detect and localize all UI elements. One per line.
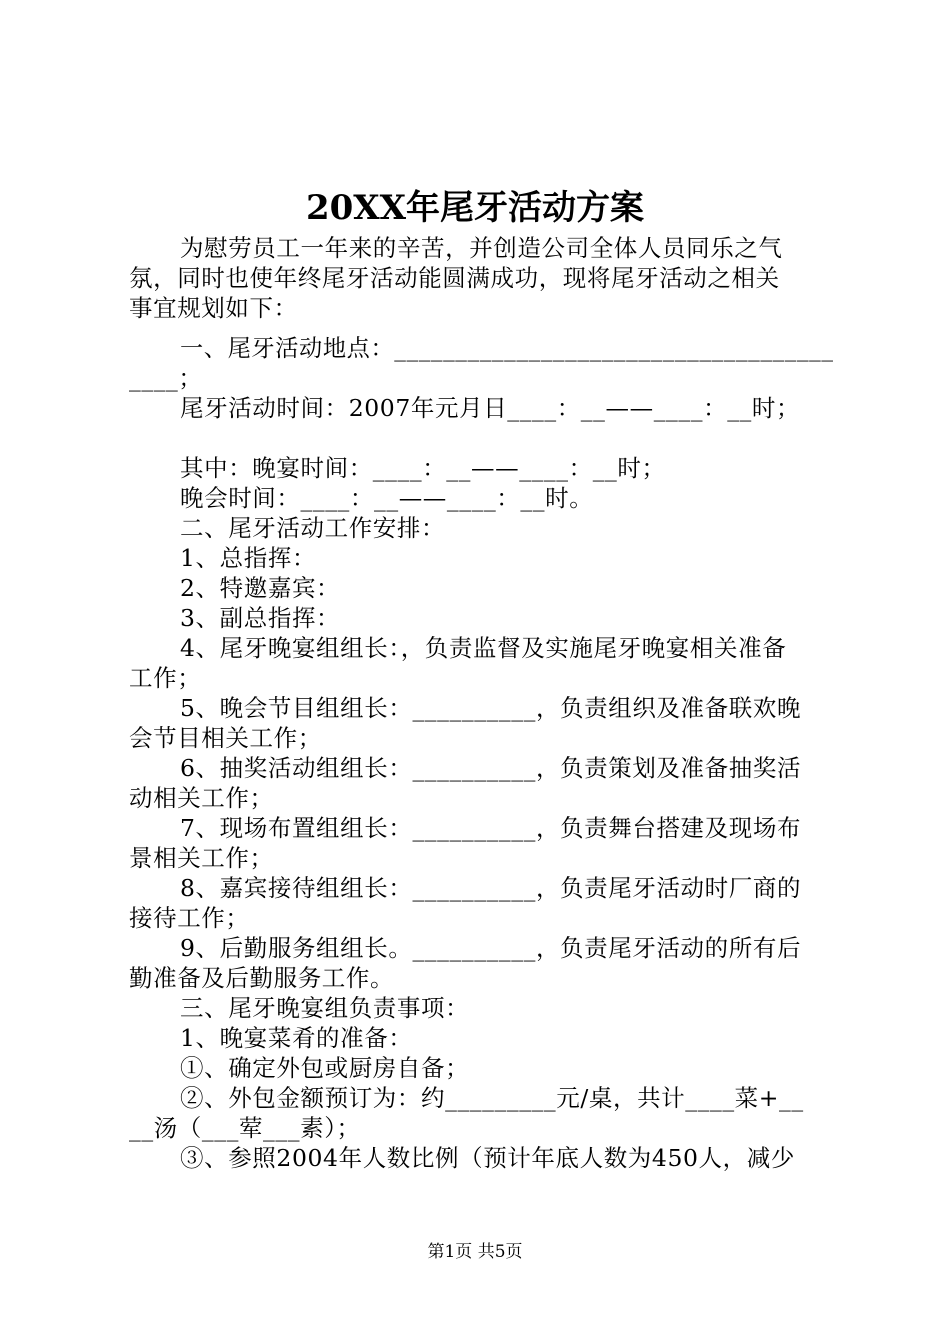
paragraph-line: 事宜规划如下： (129, 294, 298, 322)
list-item-continuation: __汤（___荤___素）； (129, 1114, 361, 1142)
list-item-continuation: 接待工作； (129, 904, 250, 932)
list-item: 2、特邀嘉宾： (180, 574, 341, 602)
list-item-continuation: 会节目相关工作； (129, 724, 322, 752)
page-footer: 第1页 共5页 (427, 1242, 523, 1262)
list-item: 9、后勤服务组组长。__________，负责尾牙活动的所有后 (180, 934, 802, 962)
list-item-continuation: 动相关工作； (129, 784, 274, 812)
document-title: 20XX年尾牙活动方案 (305, 188, 645, 228)
list-item: ②、外包金额预订为：约_________元/桌，共计____菜+__ (180, 1084, 804, 1112)
paragraph-line: ____； (129, 364, 203, 392)
list-item: 5、晚会节目组组长：__________，负责组织及准备联欢晚 (180, 694, 802, 722)
list-item: 1、总指挥： (180, 544, 317, 572)
paragraph-line: 尾牙活动时间：2007年元月日____：__——____：__时； (180, 394, 801, 422)
section-heading: 二、尾牙活动工作安排： (180, 514, 446, 542)
list-item: 6、抽奖活动组组长：__________，负责策划及准备抽奖活 (180, 754, 802, 782)
section-heading: 一、尾牙活动地点：____________________________________ (180, 334, 834, 362)
paragraph-line: 氛，同时也使年终尾牙活动能圆满成功，现将尾牙活动之相关 (129, 264, 780, 292)
paragraph-line: 晚会时间：____：__——____：__时。 (180, 484, 594, 512)
list-item: 7、现场布置组组长：__________，负责舞台搭建及现场布 (180, 814, 802, 842)
list-item-continuation: 勤准备及后勤服务工作。 (129, 964, 395, 992)
section-heading: 三、尾牙晚宴组负责事项： (180, 994, 470, 1022)
list-item-continuation: 景相关工作； (129, 844, 274, 872)
list-item: 3、副总指挥： (180, 604, 341, 632)
list-item-continuation: 工作； (129, 664, 202, 692)
list-item: ①、确定外包或厨房自备； (180, 1054, 470, 1082)
list-item: 4、尾牙晚宴组组长：，负责监督及实施尾牙晚宴相关准备 (180, 634, 787, 662)
list-item: ③、参照2004年人数比例（预计年底人数为450人，减少 (180, 1144, 795, 1172)
paragraph-line: 其中：晚宴时间：____：__——____：__时； (180, 454, 666, 482)
list-item: 1、晚宴菜肴的准备： (180, 1024, 413, 1052)
list-item: 8、嘉宾接待组组长：__________，负责尾牙活动时厂商的 (180, 874, 802, 902)
paragraph-line: 为慰劳员工一年来的辛苦，并创造公司全体人员同乐之气 (180, 234, 783, 262)
